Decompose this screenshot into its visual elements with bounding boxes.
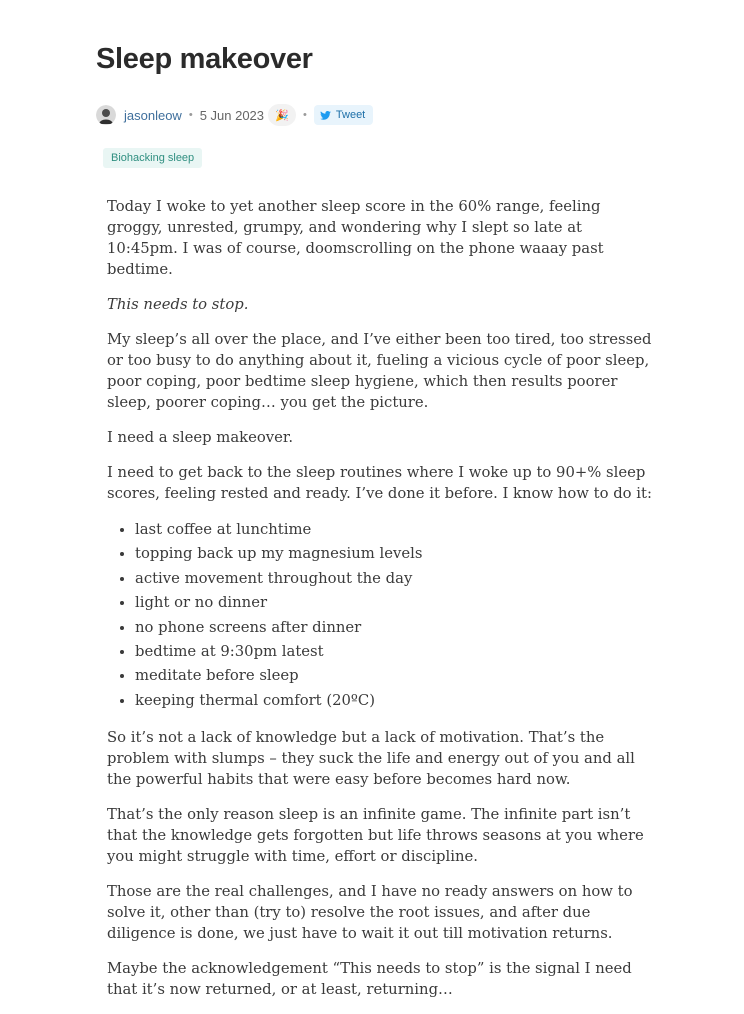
- list-item: • meditate before sleep: [135, 664, 657, 688]
- paragraph-emphasis: This needs to stop.: [107, 296, 249, 313]
- list-item: • bedtime at 9:30pm latest: [135, 640, 657, 664]
- tag-biohacking-sleep[interactable]: Biohacking sleep: [103, 148, 202, 168]
- meta-separator: •: [188, 109, 193, 121]
- list-item: • topping back up my magnesium levels: [135, 542, 657, 566]
- meta-separator: •: [303, 109, 307, 121]
- post-body: [107, 196, 657, 1014]
- paragraph: That’s the only reason sleep is an infinite game. The infinite part isn’t that the knowledge gets forgotten but life throws seasons at you where you might struggle with time, effort or discipline.: [107, 806, 644, 866]
- paragraph: My sleep’s all over the place, and I’ve either been too tired, too stressed or too busy to do anything about it, fueling a vicious cycle of poor sleep, poor coping, poor bedtime sleep hygiene, which then results poorer sleep, poorer coping… you get the picture.: [107, 331, 652, 411]
- post-date: 5 Jun 2023: [199, 107, 265, 123]
- author-avatar[interactable]: [96, 105, 116, 125]
- list-item: • active movement throughout the day: [135, 567, 657, 591]
- author-link[interactable]: jasonleow: [124, 107, 182, 123]
- paragraph: I need a sleep makeover.: [107, 429, 294, 446]
- party-popper-icon: 🎉: [275, 109, 289, 122]
- list-item: • last coffee at lunchtime: [135, 518, 657, 542]
- list-item: • no phone screens after dinner: [135, 616, 657, 640]
- post-title: Sleep makeover: [96, 43, 313, 75]
- paragraph: Today I woke to yet another sleep score in the 60% range, feeling groggy, unrested, grumpy, and wondering why I slept so late at 10:45pm. I was of course, doomscrolling on the phone waaay past bedtime.: [107, 198, 604, 278]
- paragraph: I need to get back to the sleep routines where I woke up to 90+% sleep scores, feeling rested and ready. I’ve done it before. I know how to do it:: [107, 464, 652, 502]
- paragraph: Maybe the acknowledgement “This needs to stop” is the signal I need that it’s now returned, or at least, returning…: [107, 960, 632, 999]
- list-item: • light or no dinner: [135, 591, 657, 615]
- post-meta: [96, 104, 373, 126]
- tweet-button[interactable]: [314, 105, 373, 125]
- habit-list: [107, 518, 657, 713]
- list-item: • keeping thermal comfort (20ºC): [135, 689, 657, 713]
- tweet-label: Tweet: [335, 109, 366, 121]
- twitter-bird-icon: [320, 111, 331, 120]
- reaction-button[interactable]: [268, 104, 296, 126]
- paragraph: Those are the real challenges, and I have no ready answers on how to solve it, other than (try to) resolve the root issues, and after due diligence is done, we just have to wait it out till motivation returns.: [107, 883, 633, 943]
- paragraph: So it’s not a lack of knowledge but a lack of motivation. That’s the problem with slumps – they suck the life and energy out of you and all the powerful habits that were easy before becomes hard now.: [107, 729, 635, 789]
